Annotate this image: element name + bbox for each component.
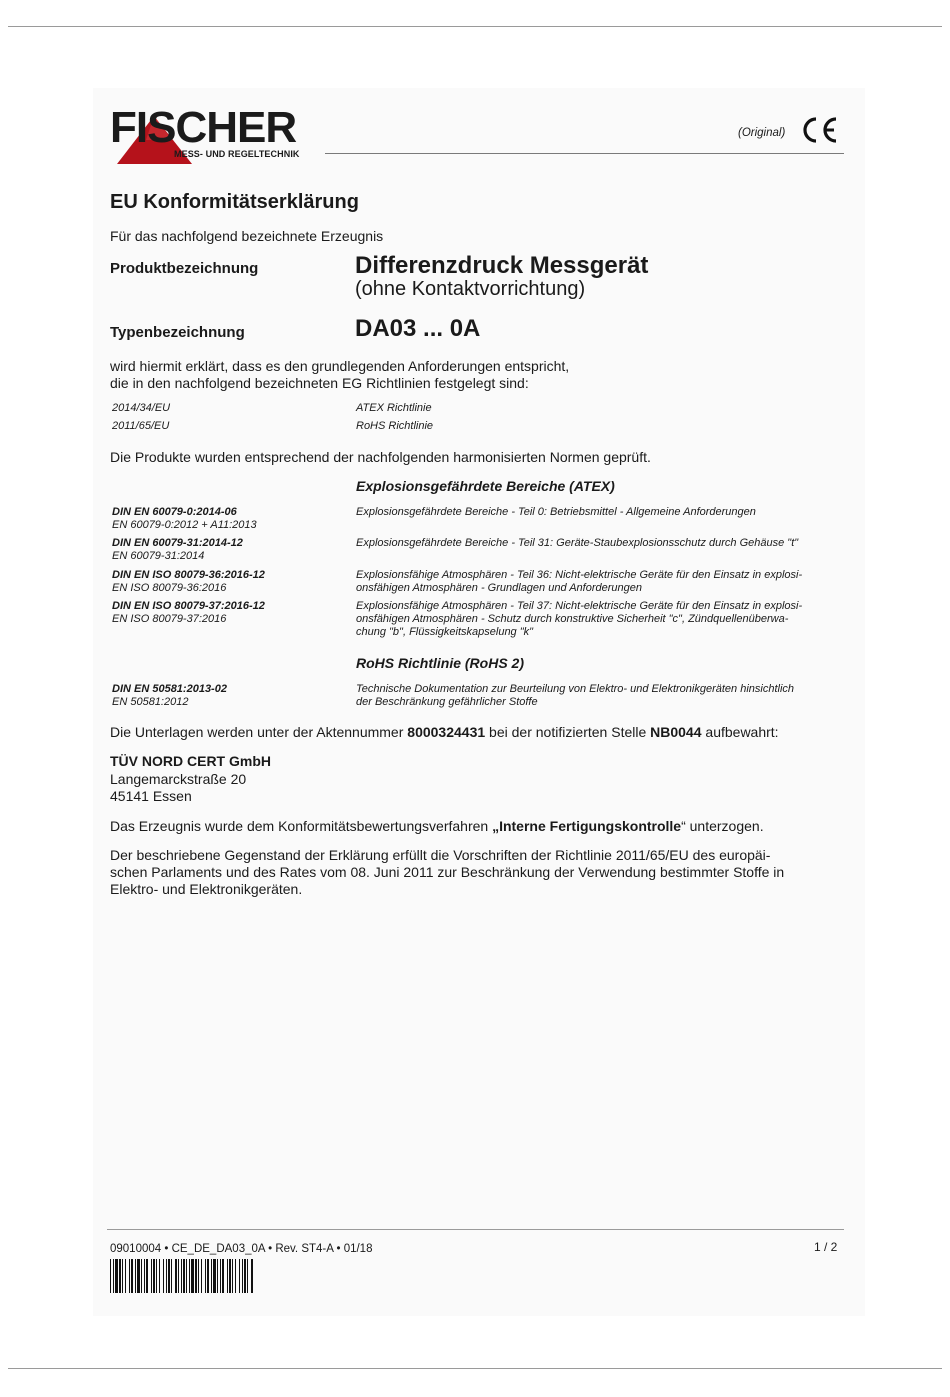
barcode-bar [253, 1259, 254, 1293]
file-note-mid: bei der notifizierten Stelle [485, 724, 651, 740]
notified-body-city: 45141 Essen [110, 788, 192, 804]
standard-desc: Explosionsfähige Atmosphären - Teil 37: Nicht-elektrische Geräte für den Einsatz in explosi- [356, 600, 803, 612]
file-note [110, 724, 779, 741]
type-label: Typenbezeichnung [110, 324, 245, 341]
directive-code: 2011/65/EU [112, 420, 170, 432]
closing-line-3: Elektro- und Elektronikgeräten. [110, 881, 303, 897]
logo-wordmark: FISCHER [110, 103, 297, 152]
standard-code: DIN EN 50581:2013-02 [112, 683, 227, 695]
original-label: (Original) [738, 127, 786, 139]
header-rule [325, 153, 844, 154]
bottom-page-rule [8, 1368, 942, 1369]
standards-intro: Die Produkte wurden entsprechend der nachfolgenden harmonisierten Normen geprüft. [110, 449, 651, 465]
standard-desc: chung "b", Flüssigkeitskapselung "k" [356, 626, 534, 638]
directive-code: 2014/34/EU [112, 402, 171, 414]
directive-name: ATEX Richtlinie [356, 402, 432, 414]
product-name: Differenzdruck Messgerät [355, 252, 649, 279]
document-title: EU Konformitätserklärung [110, 191, 359, 213]
closing-line-1: Der beschriebene Gegenstand der Erklärung erfüllt die Vorschriften der Richtlinie 2011/65/EU des europäi- [110, 847, 771, 863]
standard-code: DIN EN ISO 80079-37:2016-12 [112, 600, 265, 612]
file-note-post: aufbewahrt: [701, 724, 779, 740]
closing-line-2: schen Parlaments und des Rates vom 08. Juni 2011 zur Beschränkung der Verwendung bestimmter Stoffe in [110, 864, 785, 880]
notified-body-name: TÜV NORD CERT GmbH [110, 753, 271, 769]
footer-rule [107, 1229, 844, 1230]
declaration-line-2: die in den nachfolgend bezeichneten EG Richtlinien festgelegt sind: [110, 375, 529, 391]
standard-code: DIN EN 60079-31:2014-12 [112, 537, 243, 549]
declaration-line-1: wird hiermit erklärt, dass es den grundlegenden Anforderungen entspricht, [110, 358, 570, 374]
atex-heading: Explosionsgefährdete Bereiche (ATEX) [356, 478, 615, 494]
standard-sub: EN ISO 80079-36:2016 [112, 582, 227, 594]
product-note: (ohne Kontaktvorrichtung) [355, 278, 586, 300]
procedure-post: “ unterzogen. [681, 818, 764, 834]
standard-desc: Explosionsfähige Atmosphären - Teil 36: Nicht-elektrische Geräte für den Einsatz in explosi- [356, 569, 803, 581]
standard-sub: EN 50581:2012 [112, 696, 189, 708]
standard-desc: Explosionsgefährdete Bereiche - Teil 31: Geräte-Staubexplosionsschutz durch Gehäuse "t" [356, 537, 799, 549]
intro-text: Für das nachfolgend bezeichnete Erzeugnis [110, 228, 384, 244]
product-label: Produktbezeichnung [110, 260, 259, 277]
notified-body-street: Langemarckstraße 20 [110, 771, 247, 787]
procedure-pre: Das Erzeugnis wurde dem Konformitätsbewertungsverfahren [110, 818, 493, 834]
standard-desc: onsfähigen Atmosphären - Grundlagen und Anforderungen [356, 582, 642, 594]
standard-code: DIN EN ISO 80079-36:2016-12 [112, 569, 265, 581]
footer-page-number: 1 / 2 [814, 1240, 838, 1254]
notified-body-number: NB0044 [650, 724, 702, 740]
procedure-name: „Interne Fertigungskontrolle [492, 818, 682, 834]
file-note-pre: Die Unterlagen werden unter der Aktennummer [110, 724, 408, 740]
standard-code: DIN EN 60079-0:2014-06 [112, 506, 237, 518]
standard-desc: Explosionsgefährdete Bereiche - Teil 0: Betriebsmittel - Allgemeine Anforderungen [356, 506, 756, 518]
standard-sub: EN 60079-0:2012 + A11:2013 [112, 519, 257, 531]
rohs-heading: RoHS Richtlinie (RoHS 2) [356, 655, 525, 671]
ce-mark-icon [800, 116, 840, 144]
procedure-text [110, 818, 764, 835]
standard-desc: der Beschränkung gefährlicher Stoffe [356, 696, 538, 708]
fischer-logo [110, 103, 325, 166]
directive-name: RoHS Richtlinie [356, 420, 434, 432]
standard-sub: EN 60079-31:2014 [112, 550, 205, 562]
top-page-rule [8, 26, 942, 27]
standard-desc: onsfähigen Atmosphären - Schutz durch konstruktive Sicherheit "c", Zündquellenüberwa- [356, 613, 789, 625]
file-number: 8000324431 [407, 724, 486, 740]
logo-subtitle: MESS- UND REGELTECHNIK [174, 149, 300, 159]
standard-sub: EN ISO 80079-37:2016 [112, 613, 227, 625]
footer-doc-ref: 09010004 • CE_DE_DA03_0A • Rev. ST4-A • 01/18 [110, 1243, 373, 1255]
type-value: DA03 ... 0A [355, 315, 481, 342]
standard-desc: Technische Dokumentation zur Beurteilung von Elektro- und Elektronikgeräten hinsichtlich [356, 683, 795, 695]
barcode [110, 1259, 256, 1293]
